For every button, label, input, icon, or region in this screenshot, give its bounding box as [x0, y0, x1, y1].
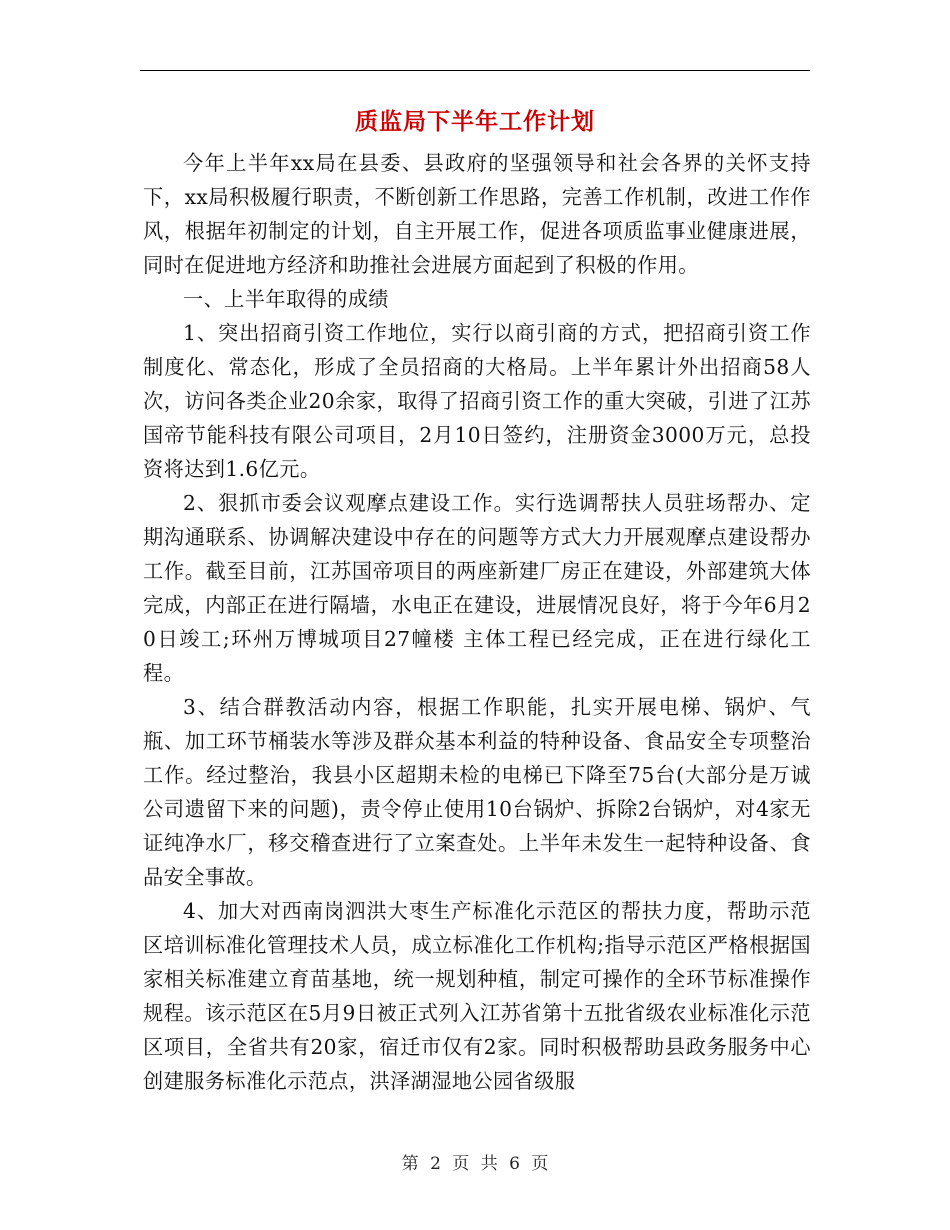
- document-body: [143, 146, 811, 1098]
- page-footer: 第 2 页 共 6 页: [401, 1154, 549, 1174]
- header-rule: [140, 70, 810, 71]
- document-title: 质监局下半年工作计划: [355, 108, 595, 135]
- paragraph-intro: 今年上半年xx局在县委、县政府的坚强领导和社会各界的关怀支持下，xx局积极履行职责，不断创新工作思路，完善工作机制，改进工作作风，根据年初制定的计划，自主开展工作，促进各项质监事业健康进展，同时在促进地方经济和助推社会进展方面起到了积极的作用。: [143, 151, 811, 277]
- paragraph-item-1: 1、突出招商引资工作地位，实行以商引商的方式，把招商引资工作制度化、常态化，形成了全员招商的大格局。上半年累计外出招商58人次，访问各类企业20余家，取得了招商引资工作的重大突破，引进了江苏国帝节能科技有限公司项目，2月10日签约，注册资金3000万元，总投资将达到1.6亿元。: [143, 321, 811, 481]
- paragraph-item-4: 4、加大对西南岗泗洪大枣生产标准化示范区的帮扶力度，帮助示范区培训标准化管理技术人员，成立标准化工作机构;指导示范区严格根据国家相关标准建立育苗基地，统一规划种植，制定可操作的全环节标准操作规程。该示范区在5月9日被正式列入江苏省第十五批省级农业标准化示范区项目，全省共有20家，宿迁市仅有2家。同时积极帮助县政务服务中心创建服务标准化示范点，洪泽湖湿地公园省级服: [143, 899, 811, 1093]
- paragraph-item-2: 2、狠抓市委会议观摩点建设工作。实行选调帮扶人员驻场帮办、定期沟通联系、协调解决建设中存在的问题等方式大力开展观摩点建设帮办工作。截至目前，江苏国帝项目的两座新建厂房正在建设，外部建筑大体完成，内部正在进行隔墙，水电正在建设，进展情况良好，将于今年6月20日竣工;环州万博城项目27幢楼 主体工程已经完成，正在进行绿化工程。: [143, 491, 811, 685]
- section-heading: 一、上半年取得的成绩: [183, 287, 389, 311]
- paragraph-item-3: 3、结合群教活动内容，根据工作职能，扎实开展电梯、锅炉、气瓶、加工环节桶装水等涉及群众基本利益的特种设备、食品安全专项整治工作。经过整治，我县小区超期未检的电梯已下降至75台(大部分是万诚公司遗留下来的问题)，责令停止使用10台锅炉、拆除2台锅炉，对4家无证纯净水厂，移交稽查进行了立案查处。上半年未发生一起特种设备、食品安全事故。: [143, 695, 811, 889]
